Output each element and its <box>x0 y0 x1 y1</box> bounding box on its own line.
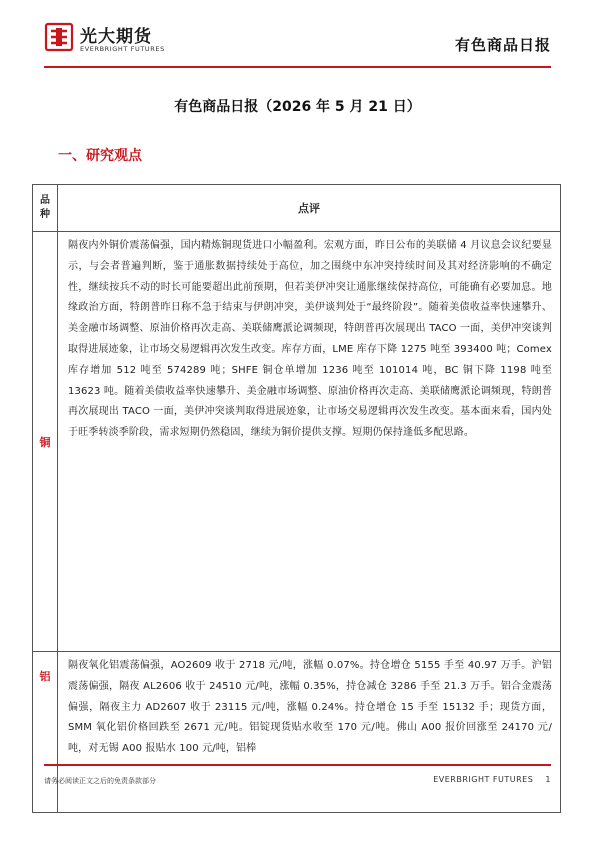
brand-name: 光大期货 <box>80 27 152 47</box>
report-category-title: 有色商品日报 <box>454 36 551 54</box>
section-title: 一、研究观点 <box>58 148 142 164</box>
row-comment: 隔夜氧化铝震荡偏强，AO2609 收于 2718 元/吨，涨幅 0.07%。持仓增仓 5155 手至 40.97 万手。沪铝震荡偏强，隔夜 AL2606 收于 24510 元/吨，涨幅 0.35%，持仓减仓 3286 手至 21.3 万手。铝合金震荡偏强，隔夜主力 AD2607 收于 23115 元/吨，涨幅 0.24%。持仓增仓 15 手至 15132 手；现货方面，SMM 氧化铝价格回跌至 2671 元/吨。铝锭现货贴水收至 170 元/吨。佛山 A00 报价回涨至 24170 元/吨，对无锡 A00 报贴水 100 元/吨，铝棒 <box>68 660 552 755</box>
commentary-table <box>32 184 561 813</box>
row-category: 铜 <box>33 232 58 651</box>
document-title: 有色商品日报（2026 年 5 月 21 日） <box>174 99 421 115</box>
header-divider <box>44 66 551 68</box>
page-number: 1 <box>545 775 551 784</box>
header-comment: 点评 <box>298 202 320 215</box>
table-row <box>33 652 560 812</box>
row-category: 铝 <box>33 652 58 812</box>
table-header-row <box>33 185 560 232</box>
header-category: 品种 <box>40 195 50 220</box>
footer-brand-name: EVERBRIGHT FUTURES <box>433 775 534 784</box>
table-row <box>33 232 560 652</box>
disclaimer-note: 请务必阅读正文之后的免责条款部分 <box>44 777 156 785</box>
footer-brand <box>433 775 551 784</box>
page-header <box>0 0 595 72</box>
everbright-logo-icon <box>44 22 74 52</box>
footer-divider <box>44 764 551 766</box>
brand-name-english: EVERBRIGHT FUTURES <box>80 45 165 53</box>
row-comment: 隔夜内外铜价震荡偏强，国内精炼铜现货进口小幅盈利。宏观方面，昨日公布的美联储 4 月议息会议纪要显示，与会者普遍判断，鉴于通胀数据持续处于高位，加之围绕中东冲突持续时间及其对经济影响的不确定性，继续按兵不动的时长可能要超出此前预期，但若美伊冲突让通胀继续保持高位，可能确有必要加息。地缘政治方面，特朗普昨日称不急于结束与伊朗冲突，美伊谈判处于“最终阶段”。随着美债收益率快速攀升、美金融市场调整、原油价格再次走高、美联储鹰派论调频现，特朗普再次展现出 TACO 一面，美伊冲突谈判取得进展迹象，让市场交易逻辑再次发生改变。库存方面，LME 库存下降 1275 吨至 393400 吨；Comex 库存增加 512 吨至 574289 吨；SHFE 铜仓单增加 1236 吨至 101014 吨，BC 铜下降 1198 吨至 13623 吨。随着美债收益率快速攀升、美金融市场调整、原油价格再次走高、美联储鹰派论调频现，特朗普再次展现出 TACO 一面，美伊冲突谈判取得进展迹象，让市场交易逻辑再次发生改变。基本面来看，国内处于旺季转淡季阶段，需求短期仍然稳固，继续为铜价提供支撑。短期仍保持逢低多配思路。 <box>68 240 552 439</box>
